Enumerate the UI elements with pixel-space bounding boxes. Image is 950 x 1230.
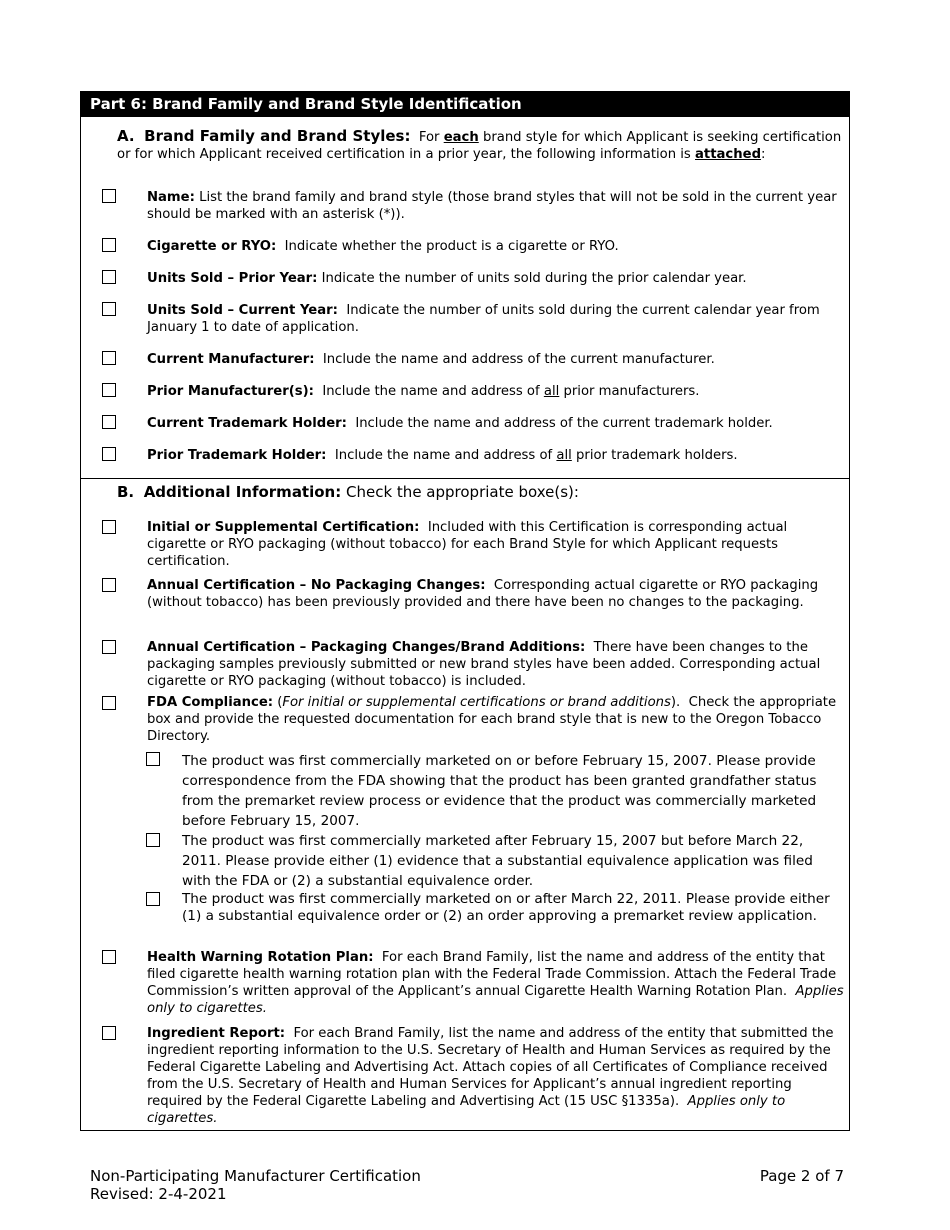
checkbox-units-sold-current[interactable] [102,302,116,316]
item-cigarette-or-ryo-label: Cigarette or RYO: [147,239,277,254]
checkbox-current-manufacturer[interactable] [102,351,116,365]
checkbox-annual-no-changes[interactable] [102,578,116,592]
item-prior-trademark-holder-text-2: prior trademark holders. [576,448,738,463]
item-current-manufacturer-text: Include the name and address of the current manufacturer. [322,352,715,367]
footer-page-number: Page 2 of 7 [759,1167,844,1185]
item-name-text: List the brand family and brand style (those brand styles that will not be sold in the current year should be marked with an asterisk (*)). [147,190,837,222]
checkbox-health-warning[interactable] [102,950,116,964]
section-divider [80,478,850,479]
item-prior-manufacturers-text-2: prior manufacturers. [563,384,700,399]
section-a-letter: A. [117,127,135,145]
item-ingredient-report [147,1025,845,1127]
item-units-sold-current [147,302,845,336]
item-health-warning-italic: Applies only to cigarettes. [147,984,844,1016]
item-current-trademark-holder [147,415,845,432]
section-a-intro-text-2: brand style for which Applicant is seeking certification or for which Applicant received certification in a prior year, the following information is [117,130,842,162]
section-b-heading: Additional Information: [143,483,342,501]
item-fda-compliance [147,694,845,745]
section-a-intro-text-1: For [418,130,440,145]
item-units-sold-prior [147,270,845,287]
item-prior-trademark-holder [147,447,845,464]
item-fda-compliance-label: FDA Compliance: [147,695,274,710]
item-annual-no-changes [147,577,845,611]
checkbox-prior-manufacturers[interactable] [102,383,116,397]
item-units-sold-prior-text: Indicate the number of units sold during the prior calendar year. [321,271,747,286]
item-annual-changes [147,639,845,690]
item-prior-trademark-holder-all: all [556,448,572,463]
item-annual-changes-text: There have been changes to the packaging samples previously submitted or new brand styles have been added. Corresponding actual cigarette or RYO packaging (without tobacco) is included. [147,640,821,689]
item-ingredient-report-label: Ingredient Report: [147,1026,286,1041]
section-b-instruction: Check the appropriate boxe(s): [346,483,579,501]
fda-option-2: The product was first commercially marketed after February 15, 2007 but before March 22, 2011. Please provide either (1) evidence that a substantial equivalence application was filed with the FDA or (2) a substantial equivalence order. [182,833,813,889]
footer-revised: Revised: 2-4-2021 [90,1185,227,1203]
checkbox-fda-option-3[interactable] [146,892,160,906]
fda-option-3: The product was first commercially marketed on or after March 22, 2011. Please provide either (1) a substantial equivalence order or (2) an order approving a premarket review application. [182,891,830,924]
item-health-warning-label: Health Warning Rotation Plan: [147,950,374,965]
item-fda-compliance-text: Check the appropriate box and provide the requested documentation for each brand style that is new to the Oregon Tobacco Directory. [147,695,837,744]
item-annual-no-changes-label: Annual Certification – No Packaging Changes: [147,578,486,593]
part-title: Part 6: Brand Family and Brand Style Identification [80,91,850,117]
item-annual-changes-label: Annual Certification – Packaging Changes/Brand Additions: [147,640,586,655]
item-fda-compliance-italic: For initial or supplemental certifications or brand additions [282,695,671,710]
item-name [147,189,845,223]
checkbox-fda-option-2[interactable] [146,833,160,847]
item-ingredient-report-text: For each Brand Family, list the name and address of the entity that submitted the ingredient reporting information to the U.S. Secretary of Health and Human Services as required by the Federal Cigarette Labeling and Advertising Act. Attach copies of all Certificates of Compliance received from the U.S. Secretary of Health and Human Services for Applicant’s annual ingredient reporting required by the Federal Cigarette Labeling and Advertising Act (15 USC §1335a). [147,1026,834,1109]
item-initial-supplemental [147,519,845,570]
item-prior-trademark-holder-text-1: Include the name and address of [334,448,553,463]
checkbox-name[interactable] [102,189,116,203]
section-a-intro-each: each [443,130,479,145]
item-prior-manufacturers-label: Prior Manufacturer(s): [147,384,314,399]
section-a-intro-attached: attached [695,147,762,162]
checkbox-cigarette-or-ryo[interactable] [102,238,116,252]
item-fda-compliance-paren-open: ( [277,695,283,710]
section-a-intro-end: : [761,147,766,162]
section-a-heading: Brand Family and Brand Styles: [144,127,411,145]
item-current-trademark-holder-label: Current Trademark Holder: [147,416,347,431]
section-b-letter: B. [117,483,135,501]
checkbox-fda-compliance[interactable] [102,696,116,710]
item-health-warning-text: For each Brand Family, list the name and address of the entity that filed cigarette health warning rotation plan with the Federal Trade Commission. Attach the Federal Trade Commission’s written approval of the Applicant’s annual Cigarette Health Warning Rotation Plan. [147,950,837,999]
item-prior-trademark-holder-label: Prior Trademark Holder: [147,448,327,463]
item-initial-supplemental-label: Initial or Supplemental Certification: [147,520,420,535]
item-units-sold-prior-label: Units Sold – Prior Year: [147,271,318,286]
item-current-trademark-holder-text: Include the name and address of the current trademark holder. [355,416,773,431]
item-cigarette-or-ryo-text: Indicate whether the product is a cigarette or RYO. [284,239,619,254]
section-b-header [117,483,845,502]
checkbox-units-sold-prior[interactable] [102,270,116,284]
item-ingredient-report-italic: Applies only to cigarettes. [147,1094,786,1126]
item-units-sold-current-text: Indicate the number of units sold during the current calendar year from January 1 to date of application. [147,303,820,335]
item-current-manufacturer-label: Current Manufacturer: [147,352,315,367]
item-name-label: Name: [147,190,195,205]
fda-option-1: The product was first commercially marketed on or before February 15, 2007. Please provide correspondence from the FDA showing that the product has been granted grandfather status from the premarket review process or evidence that the product was commercially marketed before February 15, 2007. [182,753,817,829]
section-a-intro [117,127,845,163]
item-prior-manufacturers [147,383,845,400]
item-annual-no-changes-text: Corresponding actual cigarette or RYO packaging (without tobacco) has been previously provided and there have been no changes to the packaging. [147,578,819,610]
checkbox-ingredient-report[interactable] [102,1026,116,1040]
item-units-sold-current-label: Units Sold – Current Year: [147,303,338,318]
item-prior-manufacturers-all: all [543,384,560,399]
checkbox-current-trademark-holder[interactable] [102,415,116,429]
footer-form-name: Non-Participating Manufacturer Certification [90,1167,421,1185]
checkbox-prior-trademark-holder[interactable] [102,447,116,461]
checkbox-fda-option-1[interactable] [146,752,160,766]
checkbox-annual-changes[interactable] [102,640,116,654]
item-initial-supplemental-text: Included with this Certification is corresponding actual cigarette or RYO packaging (without tobacco) for each Brand Style for which Applicant requests certification. [147,520,788,569]
checkbox-initial-supplemental[interactable] [102,520,116,534]
item-fda-compliance-paren-close: ). [670,695,681,710]
item-cigarette-or-ryo [147,238,845,255]
item-current-manufacturer [147,351,845,368]
item-prior-manufacturers-text-1: Include the name and address of [322,384,540,399]
item-health-warning [147,949,845,1017]
